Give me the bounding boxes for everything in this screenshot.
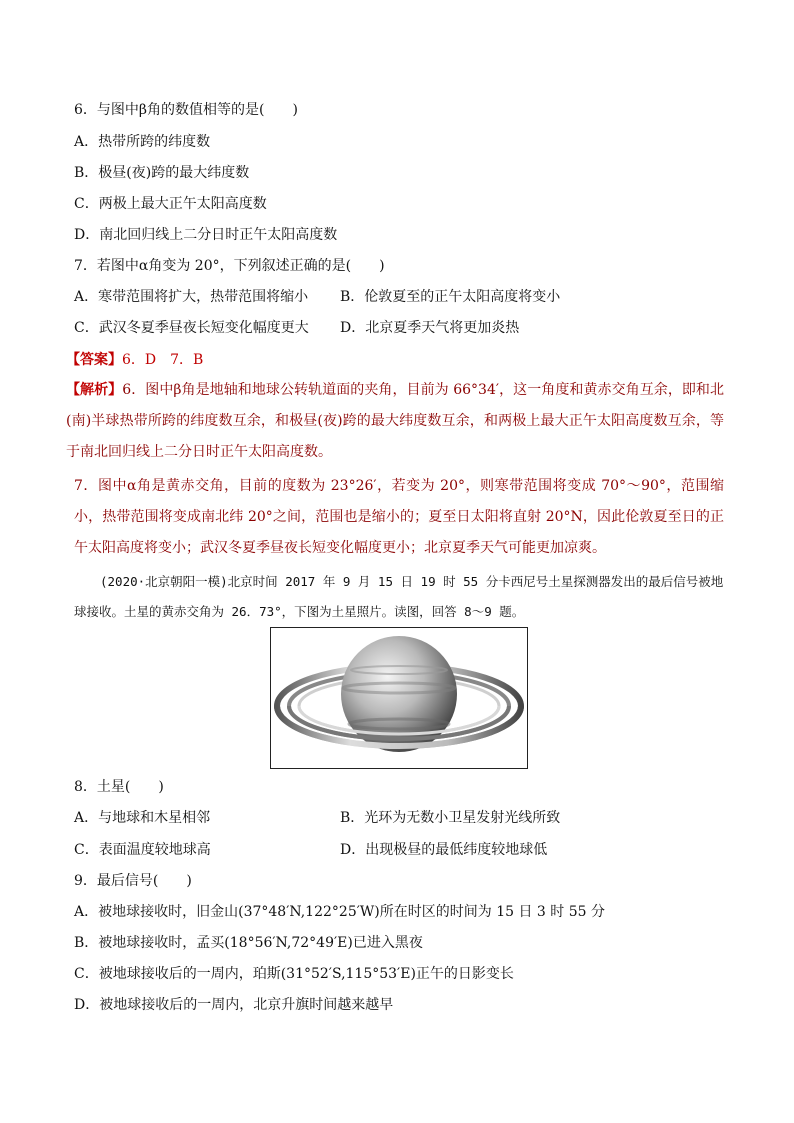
q8-options-row-1 (74, 808, 734, 828)
q6-option-c: C．两极上最大正午太阳高度数 (74, 196, 267, 212)
q9-option-c: C．被地球接收后的一周内，珀斯(31°52′S,115°53′E)正午的日影变长 (74, 966, 514, 982)
answer-text: 6．D 7．B (122, 352, 204, 368)
q8-option-d: D．出现极昼的最低纬度较地球低 (340, 842, 548, 858)
saturn-image (271, 628, 527, 768)
explanation-tag: 【解析】 (66, 382, 123, 398)
q9-stem: 9．最后信号( ) (74, 873, 192, 889)
q7-options-row-1 (74, 287, 734, 307)
answer-line (66, 350, 203, 370)
explanation-q6-text: 6．图中β角是地轴和地球公转轨道面的夹角，目前为 66°34′，这一角度和黄赤交角互余，即和北(南)半球热带所跨的纬度数互余，和极昼(夜)跨的最大纬度数互余，和两极上最大正午太阳高度数互余，等于南北回归线上二分日时正午太阳高度数。 (66, 382, 724, 460)
saturn-photo (270, 627, 528, 769)
q6-option-b: B．极昼(夜)跨的最大纬度数 (74, 165, 250, 181)
q9-option-b: B．被地球接收时，孟买(18°56′N,72°49′E)已进入黑夜 (74, 935, 423, 951)
q9-option-a: A．被地球接收时，旧金山(37°48′N,122°25′W)所在时区的时间为 15 日 3 时 55 分 (74, 904, 605, 920)
explanation-q6 (66, 375, 724, 468)
q8-option-b: B．光环为无数小卫星发射光线所致 (340, 810, 561, 826)
q8-option-c: C．表面温度较地球高 (74, 842, 211, 858)
q8-stem: 8．土星( ) (74, 779, 164, 795)
q7-option-c: C．武汉冬夏季昼夜长短变化幅度更大 (74, 320, 309, 336)
q6-option-a: A．热带所跨的纬度数 (74, 134, 211, 150)
q7-option-d: D．北京夏季天气将更加炎热 (340, 320, 520, 336)
q6-stem: 6．与图中β角的数值相等的是( ) (74, 102, 298, 118)
intro-paragraph: (2020·北京朝阳一模)北京时间 2017 年 9 月 15 日 19 时 55 分卡西尼号土星探测器发出的最后信号被地球接收。土星的黄赤交角为 26．73°，下图为土星照片。读图，回答 8～9 题。 (74, 574, 724, 619)
q7-options-row-2 (74, 318, 734, 338)
q6-option-d: D．南北回归线上二分日时正午太阳高度数 (74, 227, 338, 243)
q7-stem: 7．若图中α角变为 20°，下列叙述正确的是( ) (74, 258, 385, 274)
answer-tag: 【答案】 (66, 352, 122, 368)
q8-options-row-2 (74, 840, 734, 860)
q9-option-d: D．被地球接收后的一周内，北京升旗时间越来越早 (74, 997, 394, 1013)
q8-option-a: A．与地球和木星相邻 (74, 810, 211, 826)
q7-option-b: B．伦敦夏至的正午太阳高度将变小 (340, 289, 561, 305)
explanation-q7: 7．图中α角是黄赤交角，目前的度数为 23°26′，若变为 20°，则寒带范围将变成 70°～90°，范围缩小，热带范围将变成南北纬 20°之间，范围也是缩小的；夏至日太阳将直射 20°N，因此伦敦夏至日的正午太阳高度将变小；武汉冬夏季昼夜长短变化幅度更小；北京夏季天气可能更加凉爽。 (74, 478, 724, 556)
q7-option-a: A．寒带范围将扩大，热带范围将缩小 (74, 289, 309, 305)
